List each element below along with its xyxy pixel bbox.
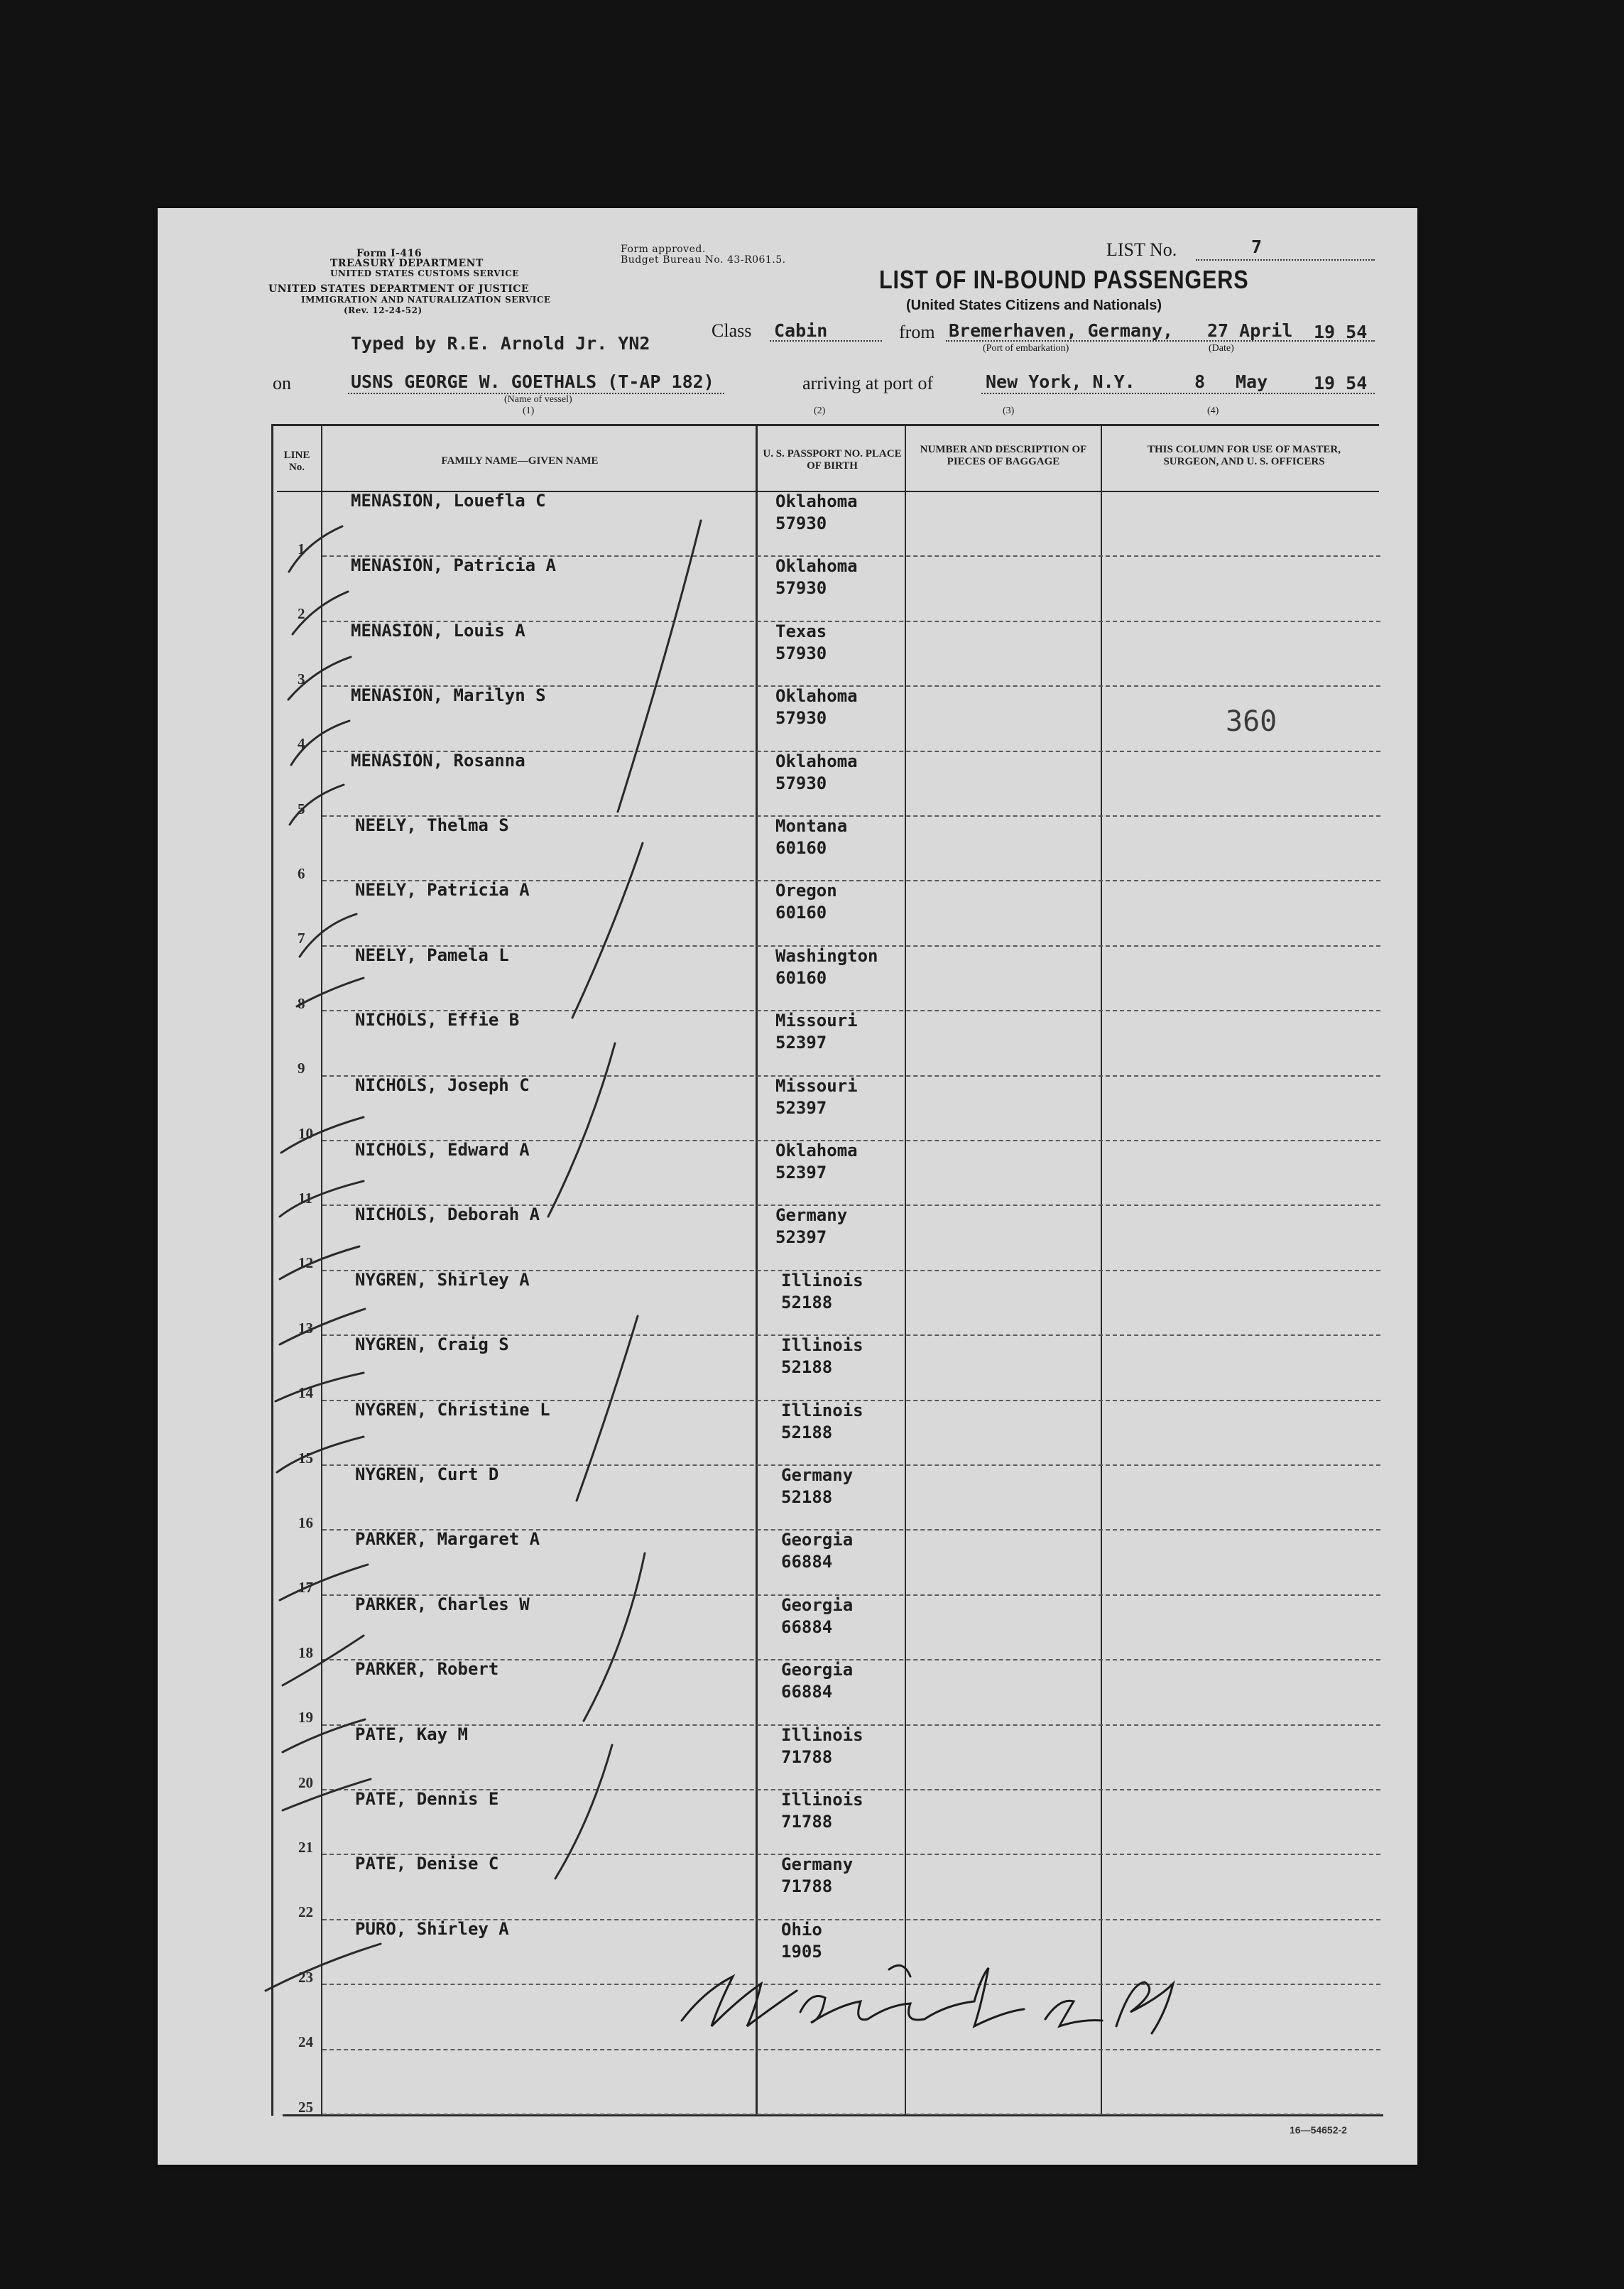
passenger-name: PARKER, Charles W (355, 1594, 530, 1614)
passport-number: 66884 (781, 1682, 833, 1702)
place-of-birth: Oklahoma (775, 556, 858, 577)
table-row (158, 1271, 1417, 1336)
line-number: 21 (298, 1839, 313, 1856)
line-number: 9 (298, 1060, 305, 1077)
table-row (158, 1660, 1417, 1725)
line-number: 20 (298, 1773, 313, 1791)
vessel-caption: (Name of vessel) (504, 394, 572, 405)
passenger-name: PATE, Dennis E (355, 1789, 499, 1809)
line-number: 25 (298, 2098, 313, 2116)
passport-number: 60160 (775, 967, 827, 988)
passport-number: 60160 (775, 838, 827, 858)
passport-number: 71788 (781, 1876, 833, 1897)
line-number: 1 (298, 540, 305, 558)
passenger-name: MENASION, Marilyn S (351, 685, 546, 706)
form-print-code: 16—54652-2 (1290, 2124, 1347, 2136)
passenger-name: NICHOLS, Effie B (355, 1010, 520, 1031)
place-of-birth: Georgia (781, 1660, 854, 1680)
caption-2: (2) (814, 406, 826, 416)
passport-number: 57930 (775, 773, 827, 793)
passport-number: 57930 (775, 578, 827, 599)
passenger-name: NICHOLS, Edward A (355, 1140, 530, 1160)
line-number: 17 (298, 1579, 313, 1597)
passenger-name: MENASION, Louefla C (351, 491, 546, 511)
line-number: 5 (298, 800, 305, 817)
table-row (158, 622, 1417, 687)
passenger-name: NYGREN, Shirley A (355, 1269, 530, 1290)
justice-dept: UNITED STATES DEPARTMENT OF JUSTICE (268, 283, 530, 295)
place-of-birth: Oklahoma (775, 751, 858, 771)
departure-date: 27 April (1207, 320, 1293, 341)
place-of-birth: Montana (775, 816, 848, 836)
passenger-name: MENASION, Rosanna (351, 750, 525, 771)
line-number: 14 (298, 1384, 313, 1402)
form-approved: Form approved. (621, 244, 706, 255)
passport-number: 52188 (781, 1357, 833, 1378)
place-of-birth: Germany (781, 1465, 854, 1485)
place-of-birth: Missouri (775, 1011, 858, 1031)
table-row (158, 1206, 1417, 1271)
table-row (158, 1530, 1417, 1595)
table-row (158, 1401, 1417, 1466)
table-row (158, 817, 1417, 881)
passport-number: 52188 (781, 1487, 833, 1507)
line-number: 24 (298, 2033, 313, 2051)
caption-1: (1) (523, 406, 535, 416)
on-label: on (273, 373, 291, 393)
passenger-name: NYGREN, Christine L (355, 1399, 550, 1420)
passport-number: 66884 (781, 1552, 833, 1572)
line-number: 3 (298, 670, 305, 687)
table-row (158, 1336, 1417, 1401)
col-header-passport: U. S. PASSPORT NO. PLACE OF BIRTH (763, 448, 902, 472)
table-row (158, 1985, 1417, 2050)
place-of-birth: Germany (775, 1205, 848, 1226)
line-number: 12 (298, 1254, 313, 1272)
passport-number: 1905 (781, 1941, 822, 1962)
passenger-name: NEELY, Thelma S (355, 815, 509, 835)
line-number: 22 (298, 1903, 313, 1921)
table-row (158, 881, 1417, 946)
caption-3: (3) (1003, 406, 1015, 416)
passenger-name: NICHOLS, Deborah A (355, 1205, 540, 1225)
col-header-line: LINE No. (283, 450, 310, 473)
passport-number: 60160 (775, 903, 827, 923)
passport-number: 57930 (775, 513, 827, 533)
list-no-label: LIST No. (1106, 239, 1177, 260)
place-of-birth: Georgia (781, 1530, 854, 1550)
manifest-subtitle: (United States Citizens and Nationals) (906, 298, 1162, 313)
passenger-name: PATE, Kay M (355, 1724, 468, 1744)
col-header-name: FAMILY NAME—GIVEN NAME (441, 455, 599, 467)
line-number: 13 (298, 1319, 313, 1337)
line-number: 19 (298, 1709, 313, 1727)
passport-number: 52188 (781, 1292, 833, 1312)
passenger-name: NYGREN, Craig S (355, 1334, 509, 1355)
place-of-birth: Texas (775, 621, 827, 641)
passport-number: 52397 (775, 1227, 827, 1248)
line-number: 7 (298, 930, 305, 947)
line-number: 23 (298, 1968, 313, 1986)
passenger-name: NEELY, Pamela L (355, 945, 509, 965)
arriving-label: arriving at port of (802, 373, 934, 393)
port-caption: (Port of embarkation) (983, 343, 1069, 354)
table-row (158, 1466, 1417, 1530)
passport-number: 52397 (775, 1163, 827, 1182)
date-caption: (Date) (1209, 343, 1234, 354)
table-row (158, 947, 1417, 1011)
passport-number: 52397 (775, 1033, 827, 1053)
passenger-name: NICHOLS, Joseph C (355, 1075, 530, 1095)
passport-number: 57930 (775, 708, 827, 729)
vessel-name: USNS GEORGE W. GOETHALS (T-AP 182) (351, 371, 714, 392)
line-number: 8 (298, 994, 305, 1012)
place-of-birth: Illinois (781, 1335, 863, 1356)
table-row (158, 1011, 1417, 1076)
table-row (158, 752, 1417, 817)
table-row (158, 1726, 1417, 1790)
place-of-birth: Oregon (775, 881, 837, 901)
revision: (Rev. 12-24-52) (344, 305, 423, 315)
passenger-name: MENASION, Patricia A (351, 555, 556, 576)
class-label: Class (712, 320, 752, 341)
table-row (158, 2050, 1417, 2115)
officer-stamp: 360 (1226, 705, 1277, 738)
line-number: 4 (298, 735, 305, 753)
col-header-officers: THIS COLUMN FOR USE OF MASTER, SURGEON, AND U. S. OFFICERS (1148, 444, 1341, 467)
from-label: from (899, 322, 935, 342)
col-header-baggage: NUMBER AND DESCRIPTION OF PIECES OF BAGGAGE (920, 444, 1087, 467)
place-of-birth: Germany (781, 1854, 854, 1875)
from-value: Bremerhaven, Germany, (949, 320, 1174, 341)
table-row (158, 1077, 1417, 1141)
place-of-birth: Oklahoma (775, 1141, 858, 1160)
row-divider (322, 2114, 1380, 2115)
manifest-sheet (158, 208, 1417, 2165)
table-row (158, 1596, 1417, 1660)
passenger-name: PURO, Shirley A (355, 1918, 509, 1939)
table-row (158, 1920, 1417, 1985)
list-no-value: 7 (1251, 236, 1263, 257)
table-row (158, 492, 1417, 557)
caption-4: (4) (1207, 406, 1219, 416)
passport-number: 52397 (775, 1097, 827, 1118)
arrival-port: New York, N.Y. (986, 371, 1135, 392)
table-row (158, 1855, 1417, 1920)
passport-number: 57930 (775, 643, 827, 663)
ins-service: IMMIGRATION AND NATURALIZATION SERVICE (301, 295, 551, 305)
departure-year: 19 54 (1314, 322, 1368, 342)
line-number: 16 (298, 1514, 313, 1531)
line-number: 6 (298, 865, 305, 882)
passenger-name: PATE, Denise C (355, 1854, 499, 1874)
place-of-birth: Washington (775, 945, 878, 966)
arrival-month: May (1236, 371, 1268, 392)
passenger-name: NEELY, Patricia A (355, 880, 530, 901)
place-of-birth: Oklahoma (775, 686, 858, 707)
manifest-title: LIST OF IN-BOUND PASSENGERS (879, 265, 1249, 294)
passenger-name: PARKER, Robert (355, 1659, 499, 1680)
passport-number: 71788 (781, 1746, 833, 1767)
treasury-dept: TREASURY DEPARTMENT (330, 258, 484, 269)
passenger-name: PARKER, Margaret A (355, 1529, 540, 1550)
place-of-birth: Missouri (775, 1075, 858, 1096)
line-number: 2 (298, 605, 305, 623)
place-of-birth: Illinois (781, 1790, 863, 1810)
table-row (158, 557, 1417, 621)
arrival-day: 8 (1194, 371, 1206, 392)
list-no-underline (1196, 259, 1375, 261)
typed-by: Typed by R.E. Arnold Jr. YN2 (351, 333, 650, 354)
class-value: Cabin (774, 320, 828, 341)
passenger-name: NYGREN, Curt D (355, 1464, 499, 1484)
place-of-birth: Illinois (781, 1400, 863, 1420)
line-number: 11 (298, 1190, 312, 1207)
place-of-birth: Illinois (781, 1270, 863, 1290)
place-of-birth: Georgia (781, 1594, 854, 1615)
arrival-year: 19 54 (1314, 373, 1368, 393)
table-top-border (271, 424, 1379, 426)
passport-number: 52188 (781, 1422, 833, 1442)
place-of-birth: Illinois (781, 1724, 863, 1745)
line-number: 18 (298, 1643, 313, 1661)
line-number: 15 (298, 1449, 313, 1467)
place-of-birth: Ohio (781, 1919, 822, 1940)
passport-number: 66884 (781, 1616, 833, 1637)
table-row (158, 1141, 1417, 1206)
customs-service: UNITED STATES CUSTOMS SERVICE (330, 268, 519, 278)
passport-number: 71788 (781, 1812, 833, 1832)
place-of-birth: Oklahoma (775, 491, 858, 511)
line-number: 10 (298, 1124, 313, 1142)
budget-bureau: Budget Bureau No. 43-R061.5. (621, 254, 786, 266)
form-number: Form I-416 (356, 248, 423, 259)
table-row (158, 1790, 1417, 1855)
passenger-name: MENASION, Louis A (351, 620, 525, 641)
